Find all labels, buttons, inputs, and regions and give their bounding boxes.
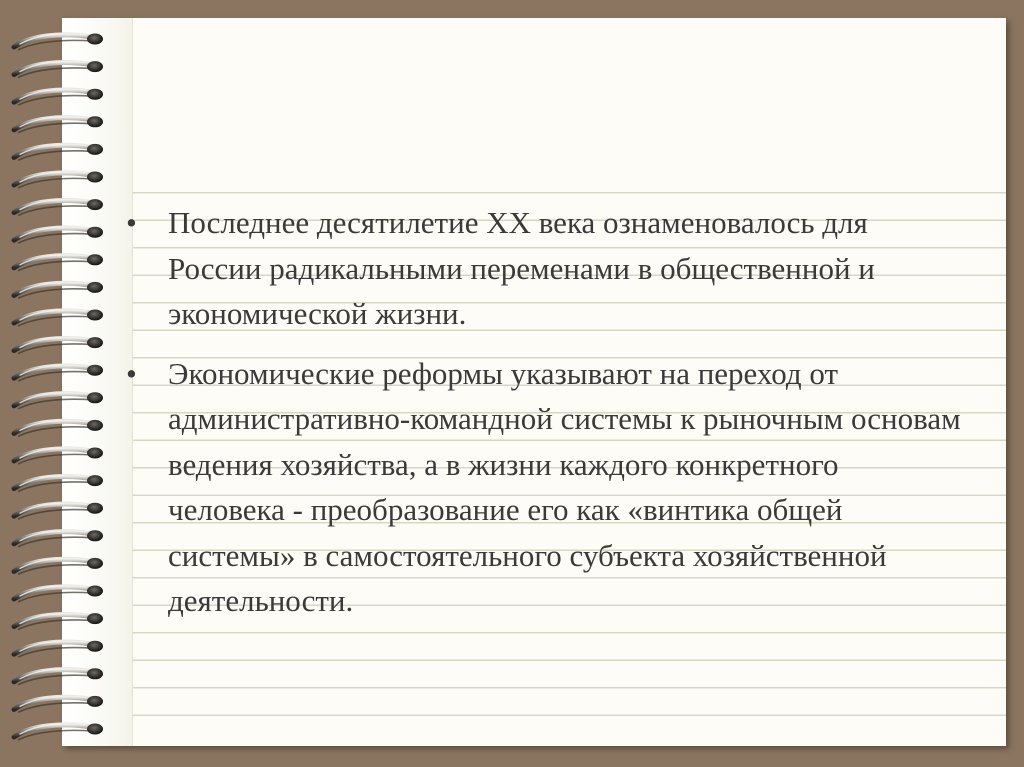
spiral-ring-icon	[14, 586, 103, 603]
spiral-ring-icon	[14, 530, 103, 547]
spiral-ring-icon	[14, 475, 103, 492]
spiral-ring-icon	[14, 227, 103, 244]
spiral-ring-icon	[14, 668, 103, 685]
spiral-ring-icon	[14, 420, 103, 437]
spiral-ring-icon	[14, 724, 103, 741]
spiral-ring-icon	[14, 116, 103, 133]
spiral-ring-icon	[14, 61, 103, 78]
spiral-ring-icon	[14, 558, 103, 575]
spiral-ring-icon	[14, 448, 103, 465]
spiral-ring-icon	[14, 365, 103, 382]
spiral-ring-icon	[14, 503, 103, 520]
bullet-icon: •	[126, 355, 137, 391]
spiral-ring-icon	[14, 282, 103, 299]
spiral-ring-icon	[14, 310, 103, 327]
bullet-text: Экономические реформы указывают на переход от административно-командной системы к рыночным основам ведения хозяйства, а в жизни каждого конкретного человека - преобразование его как «винтика общей системы» в самостоятельного субъекта хозяйственной деятельности.	[168, 355, 961, 618]
spiral-ring-icon	[14, 89, 103, 106]
bullet-item	[122, 200, 962, 337]
spiral-ring-icon	[14, 613, 103, 630]
spiral-ring-icon	[14, 337, 103, 354]
spiral-ring-icon	[14, 34, 103, 51]
spiral-binding	[0, 0, 120, 767]
bullet-text: Последнее десятилетие XX века ознаменовалось для России радикальными переменами в общественной и экономической жизни.	[168, 205, 875, 331]
spiral-ring-icon	[14, 172, 103, 189]
spiral-ring-icon	[14, 144, 103, 161]
slide-body	[122, 200, 962, 638]
spiral-ring-icon	[14, 199, 103, 216]
spiral-ring-icon	[14, 696, 103, 713]
bullet-item	[122, 351, 962, 624]
bullet-icon: •	[126, 205, 137, 240]
spiral-ring-icon	[14, 392, 103, 409]
spiral-ring-icon	[14, 641, 103, 658]
spiral-ring-icon	[14, 254, 103, 271]
